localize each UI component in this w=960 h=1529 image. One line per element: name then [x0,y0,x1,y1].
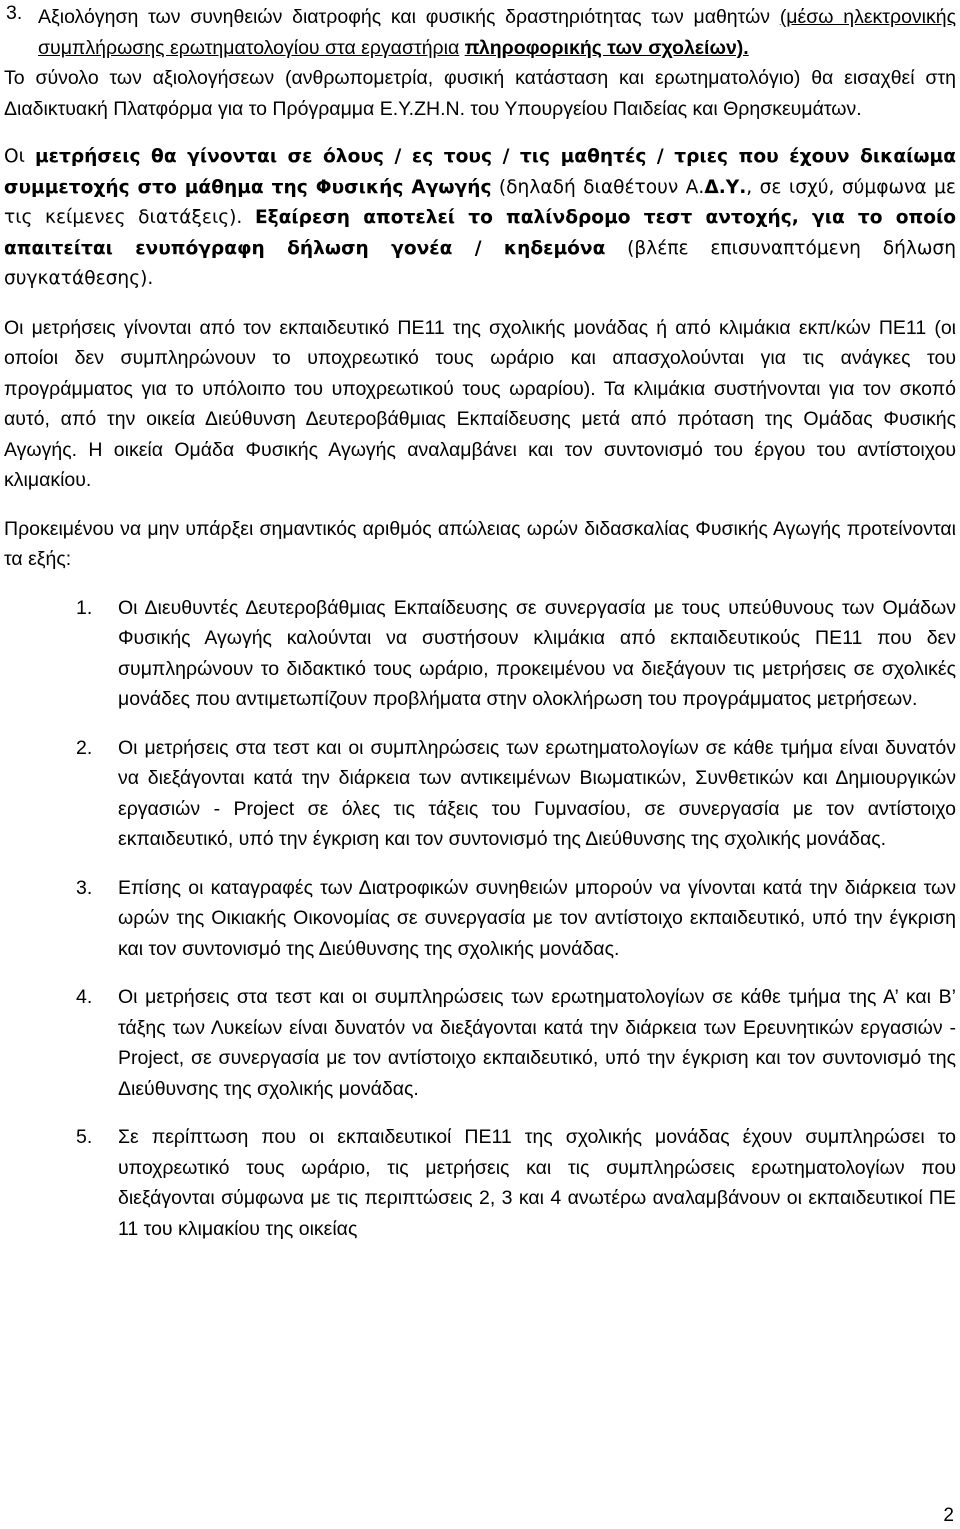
list-item-text: Οι μετρήσεις στα τεστ και οι συμπληρώσεις των ερωτηματολογίων σε κάθε τμήμα είναι δυνατόν να διεξάγονται κατά την διάρκεια των αντικειμένων Βιωματικών, Συνθετικών και Δημιουργικών εργασιών - Project σε όλες τις τάξεις του Γυμνασίου, σε συνεργασία με τον αντίστοιχο εκπαιδευτικό, υπό την έγκριση και τον συντονισμό της Διεύθυνσης της σχολικής μονάδας. [118,736,956,850]
section-title-line3: πληροφορικής των σχολείων). [464,36,749,59]
section-title-line1: Αξιολόγηση των συνηθειών διατροφής και φυσικής δραστηριότητας των μαθητών [38,6,771,28]
teams-paragraph: Οι μετρήσεις γίνονται από τον εκπαιδευτικό ΠΕ11 της σχολικής μονάδας ή από κλιμάκια εκπ/κών ΠΕ11 (οι οποίοι δεν συμπληρώνουν το υποχρεωτικό τους ωράριο και απασχολούνται για τις ανάγκες του προγράμματος για το υπόλοιπο του υποχρεωτικού τους ωραρίου). Τα κλιμάκια συστήνονται για τον σκοπό αυτό, από την οικεία Διεύθυνση Δευτεροβάθμιας Εκπαίδευσης μετά από πρόταση της Ομάδας Φυσικής Αγωγής. Η οικεία Ομάδα Φυσικής Αγωγής αναλαμβάνει και τον συντονισμό του έργου του αντίστοιχου κλιμακίου. [4,316,956,491]
list-item-number: 5. [76,1126,93,1148]
list-item-text: Σε περίπτωση που οι εκπαιδευτικοί ΠΕ11 της σχολικής μονάδας έχουν συμπληρώσει το υποχρεωτικό τους ωράριο, τις μετρήσεις και τις συμπληρώσεις ερωτηματολογίων που διεξάγονται σύμφωνα με τις περιπτώσεις 2, 3 και 4 ανωτέρω αναλαμβάνουν οι εκπαιδευτικοί ΠΕ 11 του κλιμακίου της οικείας [118,1126,956,1240]
list-item [76,982,956,1104]
list-item-text: Οι Διευθυντές Δευτεροβάθμιας Εκπαίδευσης σε συνεργασία με τους υπεύθυνους των Ομάδων Φυσικής Αγωγής καλούνται να συστήσουν κλιμάκια από εκπαιδευτικούς ΠΕ11 που δεν συμπληρώνουν το διδακτικό τους ωράριο, προκειμένου να διεξάγουν τις μετρήσεις σε σχολικές μονάδες που αντιμετωπίζουν προβλήματα στην ολοκλήρωση του προγράμματος μετρήσεων. [118,596,956,710]
list-item [76,593,956,715]
page-number: 2 [943,1505,954,1526]
section-title-line2: (μέσω ηλεκτρονικής συμπλήρωσης ερωτηματολογίου στα εργαστήρια [38,6,956,59]
document-page [4,0,956,1244]
list-item [76,733,956,855]
list-item-number: 4. [76,986,93,1008]
list-item-text: Επίσης οι καταγραφές των Διατροφικών συνηθειών μπορούν να γίνονται κατά την διάρκεια των ωρών της Οικιακής Οικονομίας σε συνεργασία με τον αντίστοιχο εκπαιδευτικό, υπό την έγκριση και τον συντονισμό της Διεύθυνσης της σχολικής μονάδας. [118,876,956,960]
intro-paragraph: Το σύνολο των αξιολογήσεων (ανθρωπομετρία, φυσική κατάσταση και ερωτηματολόγιο) θα εισαχθεί στη Διαδικτυακή Πλατφόρμα για το Πρόγραμμα Ε.Υ.ΖΗ.Ν. του Υπουργείου Παιδείας και Θρησκευμάτων. [4,67,956,120]
proposals-list [76,593,956,1245]
list-item-number: 2. [76,736,93,759]
proposals-paragraph: Προκειμένου να μην υπάρξει σημαντικός αριθμός απώλειας ωρών διδασκαλίας Φυσικής Αγωγής προτείνονται τα εξής: [4,517,956,570]
list-item [76,873,956,965]
measurements-paragraph: Οι μετρήσεις θα γίνονται σε όλους / ες τους / τις μαθητές / τριες που έχουν δικαίωμα συμμετοχής στο μάθημα της Φυσικής Αγωγής (δηλαδή διαθέτουν Α.Δ.Υ., σε ισχύ, σύμφωνα με τις κείμενες διατάξεις). Εξαίρεση αποτελεί το παλίνδρομο τεστ αντοχής, για το οποίο απαιτείται ενυπόγραφη δήλωση γονέα / κηδεμόνα (βλέπε επισυναπτόμενη δήλωση συγκατάθεσης). [4,146,956,289]
section-number: 3. [6,2,23,24]
list-item-text: Οι μετρήσεις στα τεστ και οι συμπληρώσεις των ερωτηματολογίων σε κάθε τμήμα της Α’ και Β’ τάξης των Λυκείων είναι δυνατόν να διεξάγονται κατά την διάρκεια των Ερευνητικών εργασιών - Project, σε συνεργασία με τον αντίστοιχο εκπαιδευτικό, υπό την έγκριση και τον συντονισμό της Διεύθυνσης της σχολικής μονάδας. [118,986,956,1100]
list-item-number: 1. [76,596,93,619]
list-item-number: 3. [76,876,93,899]
section-title [38,2,956,63]
list-item [76,1122,956,1244]
section-heading [4,2,956,63]
